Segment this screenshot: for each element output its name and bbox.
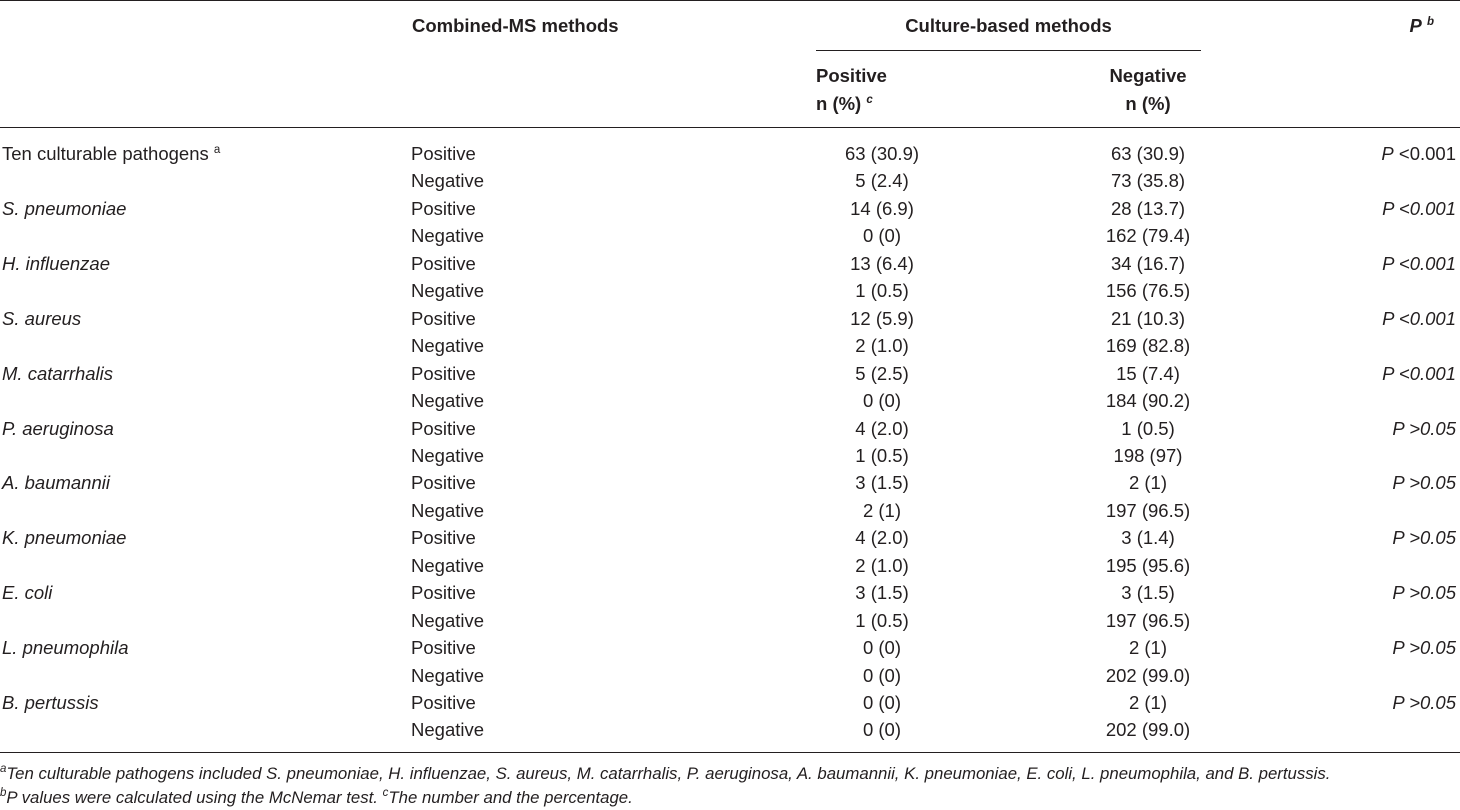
ms-result-positive: Positive: [411, 252, 476, 274]
culture-negative-value: 28 (13.7): [1110, 197, 1186, 219]
culture-negative-value: 197 (96.5): [1105, 499, 1191, 521]
culture-positive-value: 1 (0.5): [855, 444, 909, 466]
p-value: P <0.001: [1382, 307, 1456, 329]
culture-subheader-rule: [816, 50, 1201, 51]
culture-negative-value: 1 (0.5): [1121, 417, 1175, 439]
culture-negative-value: 3 (1.4): [1121, 527, 1175, 549]
pathogen-name: Ten culturable pathogens $^a$: [2, 143, 221, 164]
ms-result-positive: Positive: [411, 692, 476, 713]
p-value: P >0.05: [1392, 527, 1456, 549]
culture-negative-value: 2 (1): [1128, 637, 1168, 659]
culture-negative-value: 202 (99.0): [1105, 664, 1191, 686]
culture-positive-value: 0 (0): [862, 390, 902, 412]
table-top-rule: [0, 0, 1460, 1]
ms-result-negative: Negative: [411, 170, 485, 192]
ms-result-positive: Positive: [411, 307, 476, 329]
ms-result-positive: Positive: [411, 637, 476, 659]
culture-positive-value: 3 (1.5): [855, 472, 909, 494]
culture-negative-value: 3 (1.5): [1121, 582, 1175, 604]
ms-result-positive: Positive: [411, 582, 476, 604]
pathogen-name: P. aeruginosa: [2, 417, 114, 439]
culture-negative-value: 169 (82.8): [1105, 335, 1191, 357]
culture-positive-value: 3 (1.5): [855, 582, 909, 604]
subheader-negative: [1100, 62, 1196, 118]
culture-positive-value: 0 (0): [862, 637, 902, 659]
p-value: P >0.05: [1392, 582, 1456, 604]
culture-positive-value: 2 (1): [862, 499, 902, 521]
ms-result-positive: Positive: [411, 143, 476, 164]
culture-positive-value: 0 (0): [862, 664, 902, 686]
culture-positive-value: 4 (2.0): [855, 527, 909, 549]
subheader-negative-line1: Negative: [1109, 65, 1187, 86]
ms-result-negative: Negative: [411, 554, 485, 576]
footnote-a: $^a$Ten culturable pathogens included S. pneumoniae, H. influenzae, S. aureus, M. catarrhalis, P. aeruginosa, A. baumannii, K. pneumoniae, E. coli, L. pneumophila, and B. pertussis.: [0, 763, 1331, 783]
table-bottom-rule: [0, 752, 1460, 753]
culture-negative-value: 195 (95.6): [1105, 554, 1191, 576]
ms-result-negative: Negative: [411, 225, 485, 247]
culture-negative-value: 197 (96.5): [1105, 609, 1191, 631]
pathogen-name: H. influenzae: [2, 252, 110, 274]
culture-negative-value: 21 (10.3): [1110, 307, 1186, 329]
culture-negative-value: 184 (90.2): [1105, 390, 1191, 412]
ms-result-negative: Negative: [411, 499, 485, 521]
pathogen-name: S. aureus: [2, 307, 82, 329]
p-value: P >0.05: [1392, 637, 1456, 659]
p-value: P <0.001: [1381, 143, 1456, 164]
culture-positive-value: 5 (2.4): [855, 170, 909, 192]
ms-result-positive: Positive: [411, 472, 476, 494]
culture-negative-value: 202 (99.0): [1105, 719, 1191, 741]
pathogen-name: E. coli: [2, 582, 53, 604]
culture-negative-value: 156 (76.5): [1105, 280, 1191, 302]
p-value: P >0.05: [1392, 692, 1456, 713]
culture-positive-value: 12 (5.9): [850, 307, 914, 329]
ms-result-positive: Positive: [411, 417, 476, 439]
culture-positive-value: 14 (6.9): [850, 197, 914, 219]
culture-positive-value: 5 (2.5): [855, 362, 909, 384]
pathogen-name: L. pneumophila: [2, 637, 129, 659]
culture-positive-value: 0 (0): [862, 719, 902, 741]
p-value: P <0.001: [1382, 252, 1456, 274]
ms-result-positive: Positive: [411, 362, 476, 384]
p-value: P >0.05: [1392, 472, 1456, 494]
ms-result-positive: Positive: [411, 197, 476, 219]
subheader-positive: [816, 62, 887, 118]
header-culture-based: Culture-based methods: [905, 15, 1112, 36]
culture-positive-value: 1 (0.5): [855, 280, 909, 302]
pathogen-name: S. pneumoniae: [2, 197, 127, 219]
ms-result-negative: Negative: [411, 335, 485, 357]
culture-negative-value: 63 (30.9): [1110, 143, 1186, 164]
pathogen-name: A. baumannii: [2, 472, 110, 494]
culture-positive-value: 0 (0): [862, 225, 902, 247]
ms-result-negative: Negative: [411, 609, 485, 631]
culture-negative-value: 162 (79.4): [1105, 225, 1191, 247]
header-p-value: P $^b$: [1409, 15, 1434, 36]
pathogen-name: B. pertussis: [2, 692, 99, 713]
pathogen-name: M. catarrhalis: [2, 362, 114, 384]
culture-positive-value: 4 (2.0): [855, 417, 909, 439]
p-value: P <0.001: [1382, 197, 1456, 219]
culture-positive-value: 13 (6.4): [850, 252, 914, 274]
subheader-negative-line2: n (%): [1125, 93, 1171, 114]
culture-negative-value: 34 (16.7): [1110, 252, 1186, 274]
ms-result-negative: Negative: [411, 664, 485, 686]
header-bottom-rule: [0, 127, 1460, 128]
pathogen-name: K. pneumoniae: [2, 527, 127, 549]
ms-result-negative: Negative: [411, 280, 485, 302]
culture-positive-value: 2 (1.0): [855, 335, 909, 357]
header-combined-ms: Combined-MS methods: [412, 15, 619, 36]
header-p-sup: b: [1426, 16, 1434, 28]
ms-result-negative: Negative: [411, 444, 485, 466]
culture-negative-value: 2 (1): [1128, 472, 1168, 494]
culture-positive-value: 2 (1.0): [855, 554, 909, 576]
subheader-positive-line2: n (%) $^c$: [816, 93, 873, 114]
p-value: P <0.001: [1382, 362, 1456, 384]
culture-negative-value: 73 (35.8): [1110, 170, 1186, 192]
footnote-bc: $^b$P values were calculated using the McNemar test. $^c$The number and the percentage.: [0, 787, 633, 807]
culture-positive-value: 63 (30.9): [844, 143, 920, 164]
p-value: P >0.05: [1392, 417, 1456, 439]
ms-result-negative: Negative: [411, 390, 485, 412]
culture-negative-value: 198 (97): [1113, 444, 1183, 466]
ms-result-positive: Positive: [411, 527, 476, 549]
culture-positive-value: 0 (0): [862, 692, 902, 713]
subheader-positive-line1: Positive: [816, 65, 887, 86]
culture-negative-value: 15 (7.4): [1116, 362, 1180, 384]
culture-negative-value: 2 (1): [1128, 692, 1168, 713]
culture-positive-value: 1 (0.5): [855, 609, 909, 631]
ms-result-negative: Negative: [411, 719, 485, 741]
